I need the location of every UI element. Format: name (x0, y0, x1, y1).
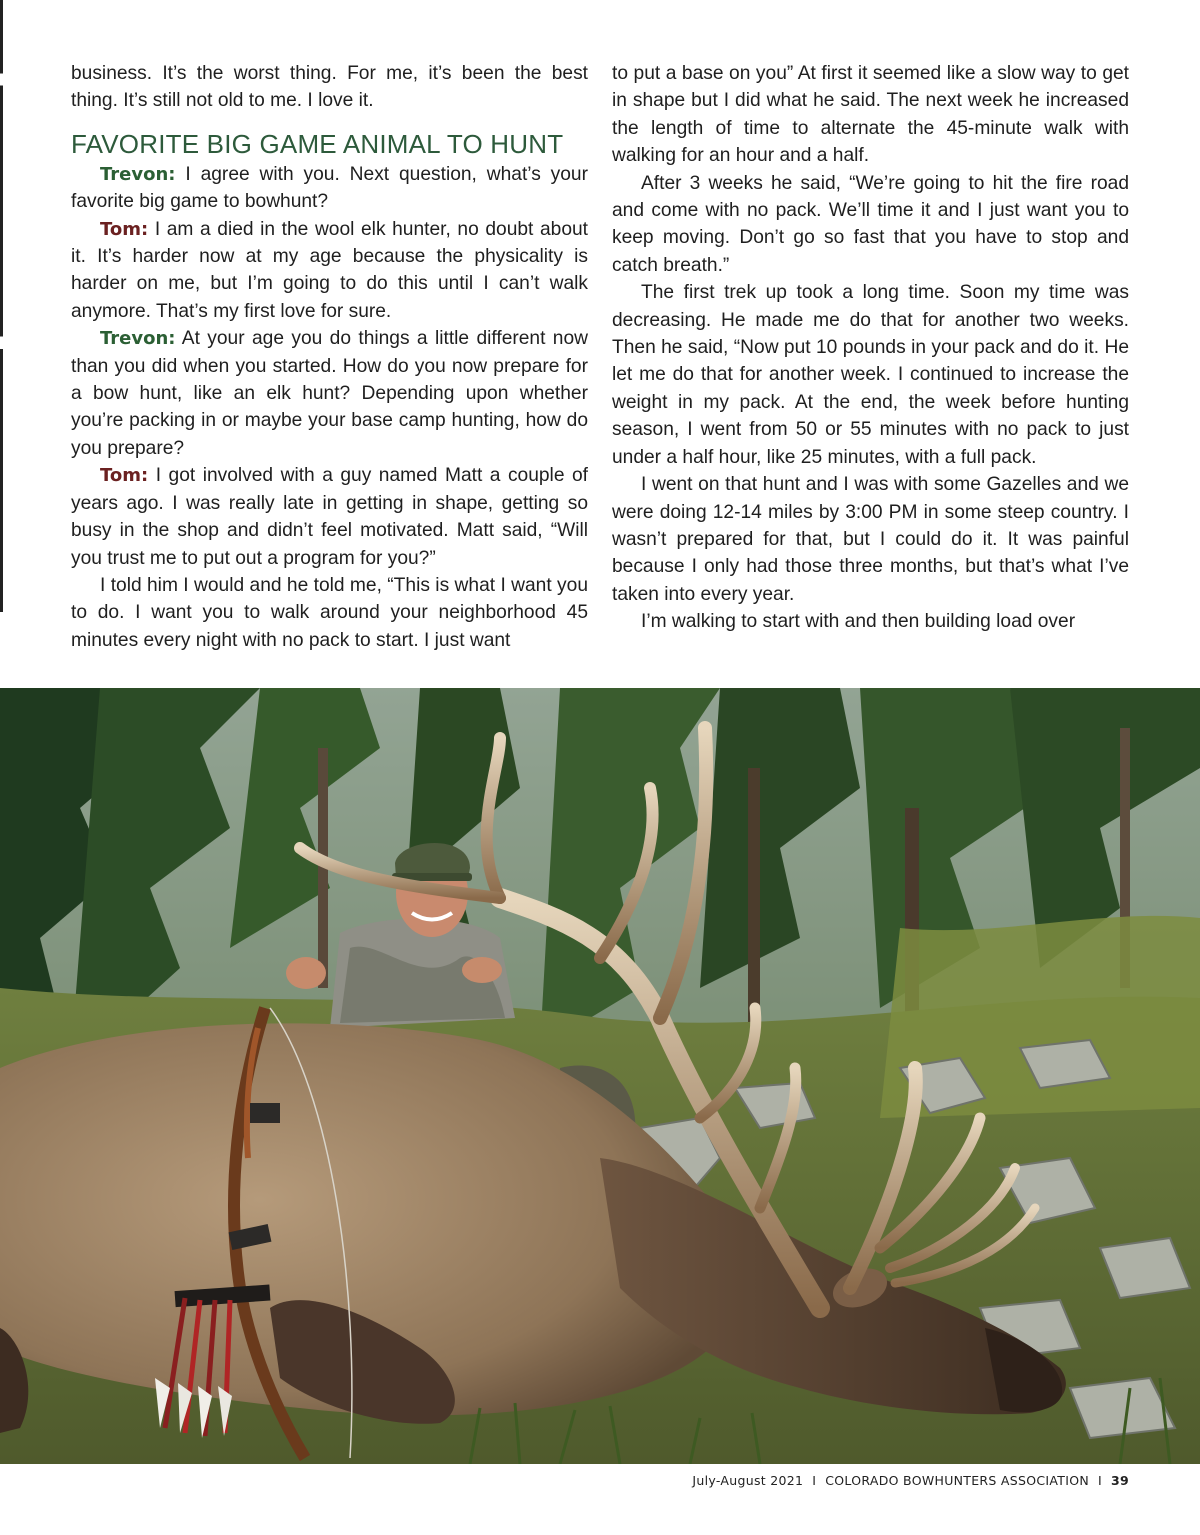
photo-illustration (0, 688, 1200, 1464)
speaker-label-tom: Tom: (100, 218, 149, 240)
speaker-label-trevon: Trevon: (100, 163, 176, 185)
paragraph-hunt: I went on that hunt and I was with some Gazelles and we were doing 12-14 miles by 3:00 PM in some steep country. I wasn’t prepared for that, but I could do it. It was painful because I only had those three months, but that’s what I’ve taken into every year. (612, 474, 1129, 605)
right-column (612, 60, 1129, 680)
paragraph-question-2 (71, 325, 588, 462)
speaker-label-trevon: Trevon: (100, 328, 176, 350)
footer-publication: COLORADO BOWHUNTERS ASSOCIATION (825, 1473, 1089, 1488)
page-number: 39 (1111, 1473, 1129, 1488)
paragraph-answer-1 (71, 216, 588, 326)
footer-separator: I (1098, 1473, 1102, 1488)
paragraph-walking: I’m walking to start with and then building load over (641, 611, 1076, 633)
paragraph-base: to put a base on you” At first it seemed like a slow way to get in shape but I did what he said. The next week he increased the length of time to alternate the 45-minute walk with walking for an hour and a half. (612, 63, 1129, 167)
paragraph-question-1 (71, 161, 588, 216)
answer-text: I got involved with a guy named Matt a couple of years ago. I was really late in getting in shape, getting so busy in the shop and didn’t feel motivated. Matt said, “Will you trust me to put out a program for you?” (71, 465, 588, 569)
article-columns (71, 60, 1129, 680)
question-text: At your age you do things a little different now than you did when you started. How do you now prepare for a bow hunt, like an elk hunt? Depending upon whether you’re packing in or maybe your base camp hunting, how do you prepare? (71, 328, 588, 459)
paragraph-answer-2 (71, 462, 588, 572)
elk-hunt-photo (0, 688, 1200, 1464)
footer-issue: July-August 2021 (692, 1473, 804, 1488)
section-heading: FAVORITE BIG GAME ANIMAL TO HUNT (71, 128, 564, 159)
paragraph-fire-road: After 3 weeks he said, “We’re going to hit the fire road and come with no pack. We’ll time it and I just want you to keep moving. Don’t go so fast that you have to stop and catch breath.” (612, 172, 1129, 276)
page-edge-mark (0, 0, 3, 612)
page-footer (692, 1473, 1129, 1488)
answer-text: I am a died in the wool elk hunter, no doubt about it. It’s harder now at my age because the physicality is harder on me, but I’m going to do this until I can’t walk anymore. That’s my first love for sure. (71, 218, 588, 322)
speaker-label-tom: Tom: (100, 465, 149, 487)
paragraph-first-trek: The first trek up took a long time. Soon my time was decreasing. He made me do that for another two weeks. Then he said, “Now put 10 pounds in your pack and do it. He let me do that for another week. I continued to increase the weight in my pack. At the end, the week before hunting season, I went from 50 or 55 minutes with no pack to just under a half hour, like 25 minutes, with a full pack. (612, 282, 1129, 468)
footer-separator: I (812, 1473, 817, 1488)
paragraph-intro: business. It’s the worst thing. For me, it’s been the best thing. It’s still not old to me. I love it. (71, 63, 588, 112)
left-column (71, 60, 588, 680)
question-text: I agree with you. Next question, what’s your favorite big game to bowhunt? (71, 163, 588, 213)
paragraph-told-him: I told him I would and he told me, “This is what I want you to do. I want you to walk around your neighborhood 45 minutes every night with no pack to start. I just want (71, 574, 588, 651)
